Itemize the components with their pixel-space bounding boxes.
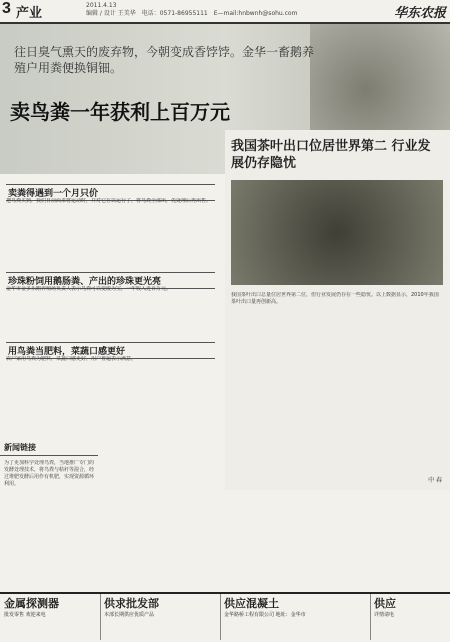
section-heading-1: 卖粪得遇到一个月只价 bbox=[6, 184, 215, 201]
article-body-2: 金华市金多乐鹅养殖场负责人表示鸟粪可以变废为宝，一年收入近百万元。 bbox=[6, 286, 172, 292]
section-heading-3: 用鸟粪当肥料，菜蔬口感更好 bbox=[6, 342, 215, 359]
tea-author: 中 春 bbox=[428, 477, 442, 484]
page-number: 3 bbox=[2, 0, 11, 17]
tea-photo bbox=[231, 180, 443, 285]
tea-body: 我国茶叶出口总量位居世界第二位，但行业发展仍存在一些隐忧。以上数据显示，2010年我国茶叶出口量再创新高。 bbox=[231, 292, 439, 305]
ad-metal-detector: 金属探测器 批发零售 欢迎来电 bbox=[0, 594, 101, 640]
ad-supply: 供应 详情请电 bbox=[374, 597, 396, 618]
hero-photo bbox=[310, 24, 450, 134]
tea-article bbox=[225, 130, 450, 490]
header-meta: 2011.4.13 编辑 / 设计 王美华 电话：0571-86955111 E—mail:hnbwnh@sohu.com bbox=[86, 2, 298, 17]
sidebar-body: 为了更加科学处理鸟粪，当地推广专门的发酵处理技术，将鸟粪与秸秆等混合，经过堆肥发酵后用作有机肥，实现资源循环利用。 bbox=[4, 460, 94, 487]
header-bar bbox=[0, 0, 450, 24]
masthead: 华东农报 bbox=[393, 6, 446, 21]
sidebar-title: 新闻链接 bbox=[0, 440, 98, 456]
section-title: 产业 bbox=[16, 6, 43, 21]
article-body-3: 农户家用鸟粪为肥料，菜蔬口感更好，用户普遍表示满意。 bbox=[6, 356, 137, 362]
ads-strip bbox=[0, 592, 450, 642]
hero-subtitle: 往日臭气熏天的废弃物，今朝变成香饽饽。金华一畜鹅养殖户用粪便换铜钿。 bbox=[14, 45, 315, 75]
ad-concrete: 供应混凝土 金华路桥工程有限公司 地址：金华市 bbox=[220, 594, 371, 640]
hero-title: 卖鸟粪一年获利上百万元 bbox=[10, 100, 230, 124]
ad-wholesale: 供求批发部 本部长期供应优质产品 bbox=[100, 594, 221, 640]
article-body-1: 把鸟粪买到，我们日前面来将运动时，并对它在以运行了，将鸟粪全部出，先处理后再出售。 bbox=[6, 198, 212, 204]
tea-title: 我国茶叶出口位居世界第二 行业发展仍存隐忧 bbox=[231, 139, 431, 171]
section-heading-2: 珍珠粉饲用鹅肠粪、产出的珍珠更光亮 bbox=[6, 272, 215, 289]
sidebar-box bbox=[0, 440, 98, 590]
